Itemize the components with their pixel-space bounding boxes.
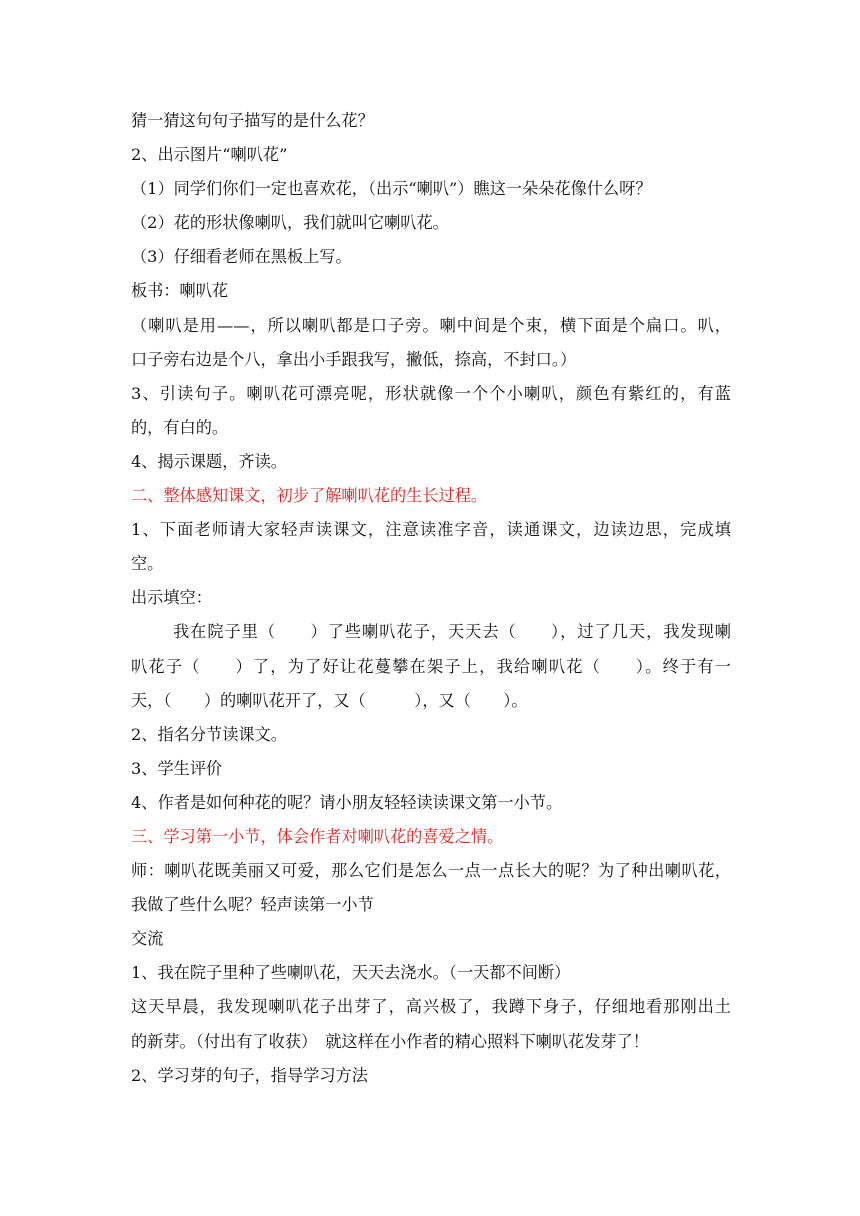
section-heading: 三、学习第一小节，体会作者对喇叭花的喜爱之情。 xyxy=(131,826,504,846)
text-line: 2、指名分节读课文。 xyxy=(131,724,287,744)
text-line: 猜一猜这句句子描写的是什么花？ xyxy=(131,111,374,130)
text-line: 空。 xyxy=(131,554,164,574)
text-line: 交流 xyxy=(131,929,164,949)
text-line: 板书：喇叭花 xyxy=(131,281,229,301)
text-line: 我做了些什么呢？轻声读第一小节 xyxy=(131,895,374,915)
fill-in-blank-line: 我在院子里（ ）了些喇叭花子，天天去（ ），过了几天，我发现喇 xyxy=(173,622,731,642)
text-line: 的，有白的。 xyxy=(131,417,229,437)
text-line: 2、出示图片“喇叭花” xyxy=(131,145,288,165)
text-line: 3、学生评价 xyxy=(131,758,223,778)
section-heading: 二、整体感知课文，初步了解喇叭花的生长过程。 xyxy=(131,486,488,506)
text-line: 口子旁右边是个八，拿出小手跟我写，撇低，捺高，不封口。） xyxy=(131,349,577,369)
lesson-plan-text xyxy=(131,104,731,1093)
text-line: （喇叭是用——，所以喇叭都是口子旁。喇中间是个束，横下面是个扁口。叭， xyxy=(131,315,731,335)
text-line: 4、作者是如何种花的呢？请小朋友轻轻读读课文第一小节。 xyxy=(131,792,563,812)
text-line: 1、下面老师请大家轻声读课文，注意读准字音，读通课文，边读边思，完成填 xyxy=(131,520,731,540)
text-line: 4、揭示课题，齐读。 xyxy=(131,451,287,471)
text-line: 2、学习芽的句子，指导学习方法 xyxy=(131,1065,368,1085)
fill-in-blank-line: 叭花子（ ）了，为了好让花蔓攀在架子上，我给喇叭花（ ）。终于有一 xyxy=(131,656,731,676)
text-line: 这天早晨，我发现喇叭花子出芽了，高兴极了，我蹲下身子，仔细地看那刚出土 xyxy=(131,997,731,1017)
text-line: （3）仔细看老师在黑板上写。 xyxy=(131,247,352,267)
text-line: 出示填空： xyxy=(131,588,212,608)
text-line: 3、引读句子。喇叭花可漂亮呢，形状就像一个个小喇叭，颜色有紫红的，有蓝 xyxy=(131,383,731,403)
text-line: （2）花的形状像喇叭，我们就叫它喇叭花。 xyxy=(131,213,449,233)
text-line: 1、我在院子里种了些喇叭花，天天去浇水。（一天都不间断） xyxy=(131,963,571,983)
text-line: 师：喇叭花既美丽又可爱，那么它们是怎么一点一点长大的呢？为了种出喇叭花， xyxy=(131,861,731,881)
text-line: （1）同学们你们一定也喜欢花，（出示“喇叭”）瞧这一朵朵花像什么呀？ xyxy=(131,179,652,199)
fill-in-blank-line: 天，（ ）的喇叭花开了，又（ ），又（ ）。 xyxy=(131,690,528,710)
text-line: 的新芽。（付出有了收获） 就这样在小作者的精心照料下喇叭花发芽了！ xyxy=(131,1031,649,1051)
